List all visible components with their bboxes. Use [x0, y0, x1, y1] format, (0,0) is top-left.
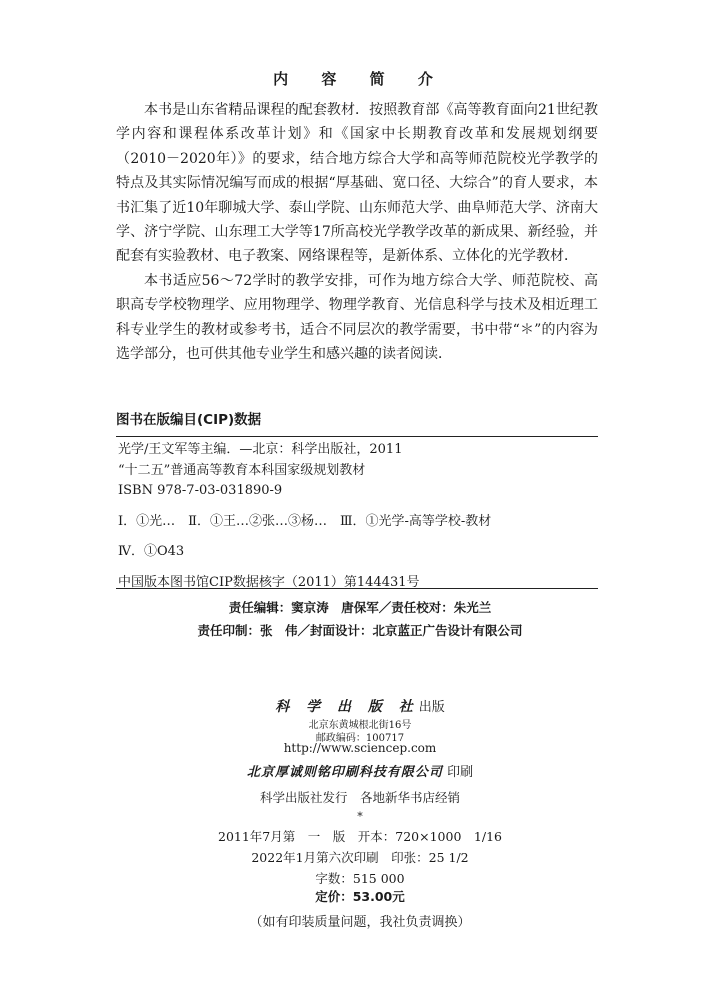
book-summary [116, 98, 598, 366]
cip-subject-line: Ⅰ．①光… Ⅱ．①王…②张…③杨… Ⅲ．①光学-高等学校-教材 [118, 513, 492, 529]
separator-star: * [357, 810, 363, 823]
publisher-name: 科 学 出 版 社 [275, 699, 419, 715]
publisher-address: 北京东黄城根北街16号 [308, 720, 412, 731]
quality-notice: （如有印装质量问题，我社负责调换） [249, 915, 471, 930]
edition-line-3: 字数：515 000 [315, 871, 405, 886]
printer-suffix: 印刷 [447, 765, 474, 780]
summary-paragraph-1: 本书是山东省精品课程的配套教材．按照教育部《高等教育面向21世纪教学内容和课程体系改革计划》和《国家中长期教育改革和发展规划纲要（2010－2020年）》的要求，结合地方综合大学和高等师范院校光学教学的特点及其实际情况编写而成的根据“厚基础、宽口径、大综合”的育人要求，本书汇集了近10年聊城大学、泰山学院、山东师范大学、曲阜师范大学、济南大学、济宁学院、山东理工大学等17所高校光学教学改革的新成果、新经验，并配套有实验教材、电子教案、网络课程等，是新体系、立体化的光学教材． [116, 102, 598, 265]
publisher-line [0, 696, 720, 716]
editor-credit-line-2: 责任印制：张 伟／封面设计：北京蓝正广告设计有限公司 [197, 623, 523, 638]
distribution-line: 科学出版社发行 各地新华书店经销 [259, 790, 460, 805]
editor-credit-line-1: 责任编辑：窦京涛 唐保军／责任校对：朱光兰 [228, 600, 492, 615]
cip-title-line: 光学/王文军等主编．—北京：科学出版社，2011 [118, 442, 403, 457]
price-label: 定价：53.00元 [315, 889, 405, 904]
summary-paragraph-2: 本书适应56～72学时的教学安排，可作为地方综合大学、师范院校、高职高专学校物理学、应用物理学、物理学教育、光信息科学与技术及相近理工科专业学生的教材或参考书，适合不同层次的教学需要，书中带“＊”的内容为选学部分，也可供其他专业学生和感兴趣的读者阅读． [116, 272, 598, 363]
cip-number-line: 中国版本图书馆CIP数据核字（2011）第144431号 [118, 574, 420, 590]
cip-heading: 图书在版编目(CIP)数据 [116, 408, 598, 437]
page-title: 内 容 简 介 [273, 70, 447, 88]
edition-line-1: 2011年7月第 一 版 开本：720×1000 1/16 [218, 829, 502, 844]
publisher-suffix: 出版 [418, 700, 445, 715]
printer-name: 北京厚诚则铭印刷科技有限公司 [246, 765, 443, 780]
editorial-credits [0, 596, 720, 642]
edition-line-2: 2022年1月第六次印刷 印张：25 1/2 [251, 850, 469, 865]
publisher-postcode: 邮政编码：100717 [315, 733, 405, 744]
cip-isbn-line: ISBN 978-7-03-031890-9 [118, 483, 283, 498]
printer-line [0, 761, 720, 780]
edition-info [0, 826, 720, 889]
cip-series-line: “十二五”普通高等教育本科国家级规划教材 [118, 462, 366, 478]
cip-divider [116, 588, 598, 589]
cip-class-line: Ⅳ．①O43 [118, 544, 185, 559]
publisher-url: http://www.sciencep.com [283, 741, 437, 755]
cip-record [118, 440, 598, 593]
